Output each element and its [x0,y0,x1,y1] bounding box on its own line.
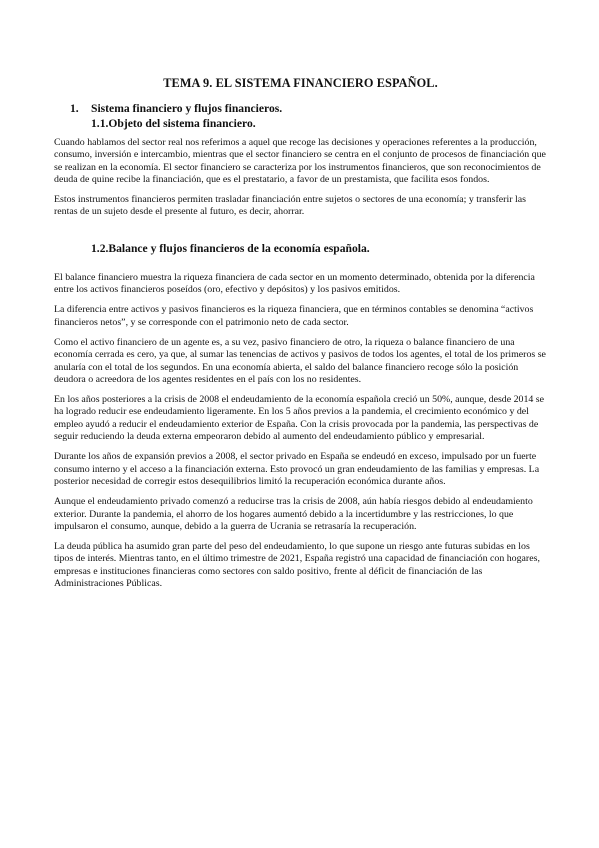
section-1-number: 1. [70,102,79,115]
section-1-title: Sistema financiero y flujos financieros. [91,102,283,115]
paragraph: Cuando hablamos del sector real nos referimos a aquel que recoge las decisiones y operaciones referentes a la producción, consumo, inversión e intercambio, mientras que el sector financiero se centra en el conjunto de procesos de financiación que se realizan en la economía. El sector financiero se caracteriza por los instrumentos financieros, que son reconocimientos de deuda de quine recibe la financiación, que es el prestatario, a favor de un prestamista, que facilita esos fondos. [54,137,546,185]
document-title: TEMA 9. EL SISTEMA FINANCIERO ESPAÑOL. [163,76,438,90]
paragraph: El balance financiero muestra la riqueza financiera de cada sector en un momento determinado, obtenida por la diferencia entre los activos financieros poseídos (oro, efectivo y depósitos) y los pasivos emitidos. [54,271,535,296]
paragraph: Aunque el endeudamiento privado comenzó a reducirse tras la crisis de 2008, aún había riesgos debido al endeudamiento exterior. Durante la pandemia, el ahorro de los hogares aumentó debido a la incertidumbre y las restricciones, lo que impulsaron el consumo, aunque, debido a la guerra de Ucrania se retrasaría la recuperación. [54,496,533,532]
paragraph: En los años posteriores a la crisis de 2008 el endeudamiento de la economía española creció un 50%, aunque, desde 2014 se ha logrado reducir ese endeudamiento ligeramente. En los 5 años previos a la pandemia, el crecimiento económico y del empleo ayudó a reducir el endeudamiento exterior de España. Con la crisis provocada por la pandemia, las perspectivas de seguir reduciendo la deuda externa empeoraron debido al aumento del endeudamiento público y empresarial. [54,394,545,443]
paragraph: La diferencia entre activos y pasivos financieros es la riqueza financiera, que en términos contables se denomina “activos financieros netos”, y se corresponde con el patrimonio neto de cada sector. [54,304,534,328]
section-1-heading [70,102,547,116]
paragraph: Como el activo financiero de un agente es, a su vez, pasivo financiero de otro, la riqueza o balance financiero de una economía cerrada es cero, ya que, al sumar las tenencias de activos y pasivos de todos los agentes, el total de los primeros se anularía con el total de los segundos. En una economía abierta, el saldo del balance financiero recoge sólo la posición deudora o acreedora de los agentes residentes en el país con los no residentes. [54,336,546,385]
paragraph: Durante los años de expansión previos a 2008, el sector privado en España se endeudó en exceso, impulsado por un fuerte consumo interno y el acceso a la financiación externa. Esto provocó un gran endeudamiento de las familias y empresas. La posterior necesidad de corregir estos desequilibrios limitó la recuperación económica durante años. [54,451,540,487]
section-1-2-heading: 1.2.Balance y flujos financieros de la economía española. [91,241,370,255]
paragraph: Estos instrumentos financieros permiten trasladar financiación entre sujetos o sectores de una economía; y transferir las rentas de un sujeto desde el presente al futuro, es decir, ahorrar. [54,194,526,218]
paragraph: La deuda pública ha asumido gran parte del peso del endeudamiento, lo que supone un riesgo ante futuras subidas en los tipos de interés. Mientras tanto, en el último trimestre de 2021, España registró una capacidad de financiación con hogares, empresas e instituciones financieras como sectores con saldo positivo, frente al déficit de financiación de las Administraciones Públicas. [54,541,540,590]
section-1-1-heading: 1.1.Objeto del sistema financiero. [91,117,256,130]
